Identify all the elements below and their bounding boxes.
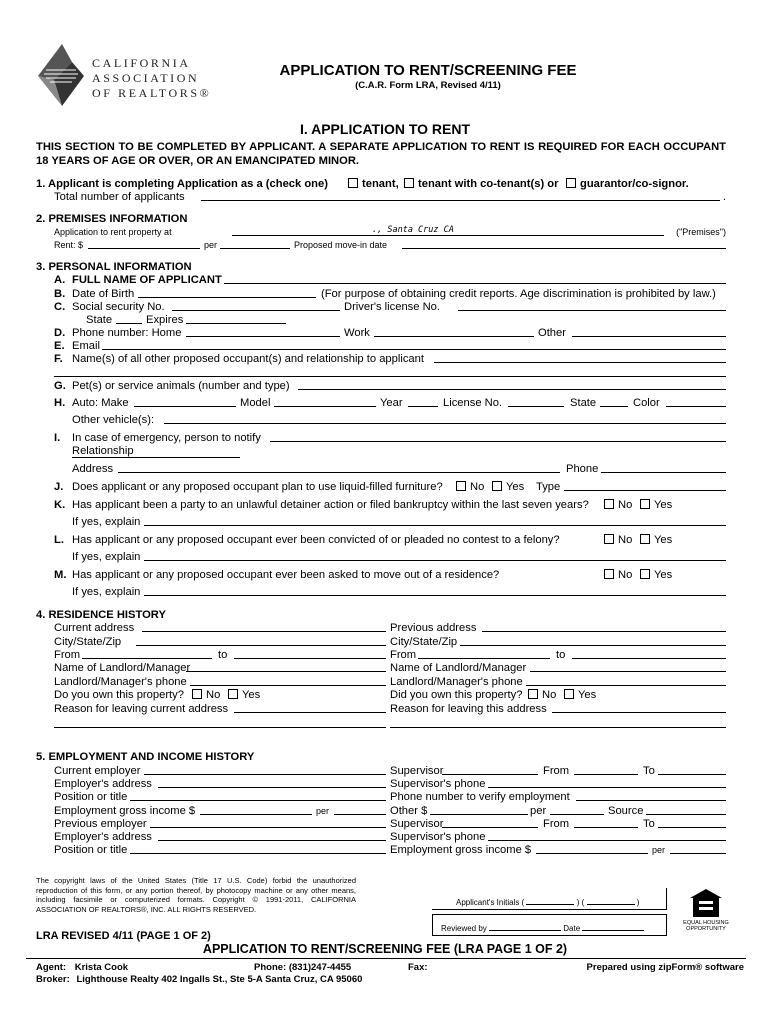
auto-license-label: License No. [443, 397, 503, 409]
emp-prev-supervisor-phone-field[interactable] [488, 831, 726, 841]
auto-make-label: Auto: Make [72, 397, 129, 409]
res-current-phone-field[interactable] [190, 676, 386, 686]
emp-position-field[interactable] [130, 791, 386, 801]
res-current-own-yes-checkbox[interactable] [228, 689, 238, 699]
felony-explain-label: If yes, explain [72, 551, 141, 563]
dob-field[interactable] [138, 288, 316, 298]
initials-mid: ) ( [576, 898, 585, 907]
emp-other-per-label: per [530, 805, 547, 817]
detainer-explain-label: If yes, explain [72, 516, 141, 528]
agent-name: Krista Cook [74, 962, 129, 973]
ssn-label: Social security No. [72, 301, 165, 313]
felony-no-checkbox[interactable] [604, 534, 614, 544]
furniture-no-checkbox[interactable] [456, 481, 466, 491]
emp-prev-to-field[interactable] [658, 818, 726, 828]
emp-prev-supervisor-phone-label: Supervisor's phone [390, 831, 486, 843]
res-current-to-label: to [218, 649, 228, 661]
emp-current-label: Current employer [54, 765, 141, 777]
emp-address-label: Employer's address [54, 778, 152, 790]
res-prev-phone-label: Landlord/Manager's phone [390, 676, 523, 688]
res-current-own-label: Do you own this property? [54, 689, 184, 701]
res-prev-to-field[interactable] [572, 649, 726, 659]
logo-line-2: ASSOCIATION [92, 71, 200, 85]
e-letter: E. [54, 340, 65, 352]
emergency-phone-label: Phone [566, 463, 599, 475]
initials-end: ) [636, 898, 640, 907]
auto-year-field[interactable] [408, 397, 438, 407]
initials-field-2[interactable] [587, 896, 635, 905]
emp-verify-field[interactable] [576, 791, 726, 801]
dl-expires-label: Expires [146, 314, 184, 326]
res-current-reason-field[interactable] [234, 703, 386, 713]
res-prev-phone-field[interactable] [526, 676, 726, 686]
dob-label: Date of Birth [72, 288, 135, 300]
furniture-type-label: Type [536, 481, 561, 493]
email-field[interactable] [102, 340, 726, 350]
res-prev-address-label: Previous address [390, 622, 477, 634]
occupants-field-2[interactable] [54, 367, 726, 377]
g-letter: G. [54, 380, 66, 392]
res-prev-landlord-field[interactable] [530, 662, 726, 672]
logo-line-1: CALIFORNIA [92, 56, 191, 70]
emp-prev-income-label: Employment gross income $ [390, 844, 532, 856]
res-prev-to-label: to [556, 649, 566, 661]
application-body: 1. Applicant is completing Application as a (check one) tenant, tenant with co-tenant(s) or guarantor/co-signor. Total number of applicants . 2. PREMISES INFORMATION Application to rent property at ., Santa Cruz CA ("Premises") Rent: $ per Proposed move-in date 3. PERSONAL INFORMATION A. FULL NAME OF APPLICANT B. Date of Birth (For purpose of obtaining credit reports. Age discrimination is prohibited by law.) C. Social security No. Driver's license No. State Expires D. Phone number: Home Work Other E. Email F. Name(s) of all other proposed occupant(s) and relationship to applicant G. Pet(s) or service animals (number and type) H. Auto: Make Model Year License No. State Color Other vehicle(s): I. In case of emergency, person to notify Relationship Address Phone J. Does applicant or any proposed occupant plan to use liquid-filled furniture? No Yes Type K. Has applicant been a party to an unlawful detainer action or filed bankruptcy within the last seven years? No Yes If yes, explain L. Has applicant or any proposed occupant ever been convicted of or pleaded no contest to a felony? No Yes If yes, explain M. Has applicant or any proposed occupant ever been asked to move out of a residence? No Yes If yes, explain 4. RESIDENCE HISTORY Current address Previous address City/State/Zip City/State/Zip From to From to Name of Landlord/Manager Name of Landlord/Manager Landlord/Manager's phone Landlord/Manager's phone Do you own this property? No Yes Did you own this property? No Yes Reason for leaving current address Reason for leaving this address 5. EMPLOYMENT AND INCOME HISTORY Current employer Supervisor From To Employer's address Supervisor's phone Position or title Phone number to verify employment Employment gross income $ per Other $ per Source Previous employer Supervisor From To Employer's address Supervisor's phone Position or title Employment gross income $ per [36, 178, 726, 856]
emp-prev-from-label: From [543, 818, 570, 830]
emp-income-field[interactable] [200, 805, 312, 815]
moveout-no-label: No [618, 569, 633, 581]
emp-from-label: From [543, 765, 570, 777]
res-current-landlord-label: Name of Landlord/Manager [54, 662, 191, 674]
dl-expires-field[interactable] [186, 314, 286, 324]
emp-supervisor-label: Supervisor [390, 765, 444, 777]
emp-source-label: Source [608, 805, 644, 817]
emp-income-per-field[interactable] [334, 805, 386, 815]
res-current-from-field[interactable] [82, 649, 212, 659]
work-phone-field[interactable] [374, 327, 534, 337]
other-vehicles-label: Other vehicle(s): [72, 414, 155, 426]
furniture-yes-checkbox[interactable] [492, 481, 502, 491]
a-letter: A. [54, 274, 66, 286]
res-prev-from-field[interactable] [418, 649, 550, 659]
emergency-phone-field[interactable] [601, 463, 726, 473]
res-prev-reason-label: Reason for leaving this address [390, 703, 547, 715]
emp-prev-address-label: Employer's address [54, 831, 152, 843]
f-letter: F. [54, 353, 63, 365]
eho-line-1: EQUAL HOUSING [683, 920, 729, 926]
b-letter: B. [54, 288, 66, 300]
auto-color-label: Color [633, 397, 660, 409]
auto-make-field[interactable] [134, 397, 236, 407]
emergency-field[interactable] [270, 432, 726, 442]
emp-supervisor-phone-field[interactable] [488, 778, 726, 788]
dl-label: Driver's license No. [344, 301, 441, 313]
furniture-no-label: No [470, 481, 485, 493]
tenant-checkbox[interactable] [348, 178, 358, 188]
reviewed-by-field[interactable] [489, 922, 561, 931]
ssn-field[interactable] [172, 301, 340, 311]
movein-label: Proposed move-in date [294, 240, 388, 250]
felony-no-label: No [618, 534, 633, 546]
emp-previous-label: Previous employer [54, 818, 147, 830]
detainer-yes-label: Yes [654, 499, 673, 511]
phone-label: Phone: [254, 962, 287, 973]
res-prev-own-no-label: No [542, 689, 557, 701]
l-letter: L. [54, 534, 64, 546]
emp-position-label: Position or title [54, 791, 128, 803]
detainer-yes-checkbox[interactable] [640, 499, 650, 509]
dob-note: (For purpose of obtaining credit reports. Age discrimination is prohibited by law.) [321, 288, 716, 300]
emergency-label: In case of emergency, person to notify [72, 432, 261, 444]
res-current-own-no-label: No [206, 689, 221, 701]
felony-label: Has applicant or any proposed occupant ever been convicted of or pleaded no contest to a felony? [72, 534, 560, 546]
co-tenant-checkbox[interactable] [404, 178, 414, 188]
moveout-explain-field[interactable] [144, 586, 726, 596]
other-vehicles-field[interactable] [164, 414, 726, 424]
equal-housing-icon [689, 888, 723, 918]
res-prev-address-field[interactable] [482, 622, 726, 632]
emp-other-field[interactable] [430, 805, 528, 815]
res-current-reason-field-2[interactable] [54, 718, 386, 728]
moveout-yes-checkbox[interactable] [640, 569, 650, 579]
employment-title: 5. EMPLOYMENT AND INCOME HISTORY [36, 751, 255, 763]
review-date-field[interactable] [582, 922, 644, 931]
c-letter: C. [54, 301, 66, 313]
initials-label: Applicant's Initials ( [456, 898, 525, 907]
furniture-label: Does applicant or any proposed occupant plan to use liquid-filled furniture? [72, 481, 443, 493]
occupants-field[interactable] [434, 353, 726, 363]
res-prev-city-field[interactable] [460, 636, 726, 646]
movein-field[interactable] [402, 239, 726, 249]
broker-label: Broker: [36, 974, 70, 985]
premises-value: ., Santa Cruz CA [372, 225, 454, 235]
res-prev-reason-field-2[interactable] [390, 718, 726, 728]
res-prev-own-yes-label: Yes [578, 689, 597, 701]
res-prev-reason-field[interactable] [552, 703, 726, 713]
other-phone-label: Other [538, 327, 566, 339]
emp-prev-to-label: To [643, 818, 655, 830]
form-title: APPLICATION TO RENT/SCREENING FEE [279, 62, 577, 79]
work-phone-label: Work [344, 327, 370, 339]
emergency-address-field[interactable] [118, 463, 560, 473]
h-letter: H. [54, 397, 66, 409]
auto-state-field[interactable] [600, 397, 628, 407]
section-title: I. APPLICATION TO RENT [299, 121, 471, 137]
moveout-yes-label: Yes [654, 569, 673, 581]
res-current-city-field[interactable] [136, 636, 386, 646]
res-prev-from-label: From [390, 649, 417, 661]
emp-prev-income-per-label: per [652, 845, 666, 855]
auto-state-label: State [570, 397, 597, 409]
emp-prev-income-per-field[interactable] [670, 844, 726, 854]
res-current-reason-label: Reason for leaving current address [54, 703, 229, 715]
copyright-notice: The copyright laws of the United States (Title 17 U.S. Code) forbid the unauthorized reproduction of this form, or any portion thereof, by photocopy machine or any other means, including facsimile or computerized formats. Copyright © 1991-2011, CALIFORNIA ASSOCIATION OF REALTORS®, INC. ALL RIGHTS RESERVED. [36, 876, 356, 914]
email-label: Email [72, 340, 100, 352]
zipform-credit: Prepared using zipForm® software [586, 962, 744, 973]
other-phone-field[interactable] [572, 327, 726, 337]
section-intro: THIS SECTION TO BE COMPLETED BY APPLICANT. A SEPARATE APPLICATION TO RENT IS REQUIRED FOR EACH OCCUPANT 18 YEARS OF AGE OR OVER, OR AN EMANCIPATED MINOR. [36, 141, 726, 167]
initials-field-1[interactable] [526, 896, 574, 905]
relationship-field[interactable] [72, 448, 240, 458]
agent-label: Agent: [36, 962, 67, 973]
full-name-field[interactable] [224, 274, 726, 284]
emp-prev-supervisor-label: Supervisor [390, 818, 444, 830]
emp-prev-supervisor-field[interactable] [442, 818, 538, 828]
auto-color-field[interactable] [666, 397, 726, 407]
equal-housing-logo [680, 888, 732, 932]
relationship-label: Relationship [72, 445, 134, 457]
detainer-explain-field[interactable] [144, 516, 726, 526]
agent-phone: (831)247-4455 [288, 962, 352, 973]
res-prev-landlord-label: Name of Landlord/Manager [390, 662, 527, 674]
dl-field[interactable] [458, 301, 726, 311]
res-prev-city-label: City/State/Zip [390, 636, 458, 648]
detainer-label: Has applicant been a party to an unlawful detainer action or filed bankruptcy within the last seven years? [72, 499, 589, 511]
tenant-label: tenant, [362, 178, 399, 190]
emp-income-label: Employment gross income $ [54, 805, 196, 817]
rent-per-field[interactable] [220, 239, 290, 249]
pets-label: Pet(s) or service animals (number and type) [72, 380, 290, 392]
eho-line-2: OPPORTUNITY [686, 926, 726, 932]
res-current-own-no-checkbox[interactable] [192, 689, 202, 699]
emp-supervisor-field[interactable] [442, 765, 538, 775]
occupants-label: Name(s) of all other proposed occupant(s) and relationship to applicant [72, 353, 424, 365]
dl-state-label: State [86, 314, 113, 326]
revision-label: LRA REVISED 4/11 (PAGE 1 OF 2) [36, 930, 211, 942]
emp-prev-address-field[interactable] [158, 831, 386, 841]
emp-prev-position-label: Position or title [54, 844, 128, 856]
felony-yes-label: Yes [654, 534, 673, 546]
q2-title: 2. PREMISES INFORMATION [36, 213, 188, 225]
co-tenant-label: tenant with co-tenant(s) or [418, 178, 559, 190]
res-current-own-yes-label: Yes [242, 689, 261, 701]
auto-license-field[interactable] [508, 397, 564, 407]
premises-suffix: ("Premises") [676, 227, 726, 237]
furniture-yes-label: Yes [506, 481, 525, 493]
guarantor-checkbox[interactable] [566, 178, 576, 188]
emp-previous-field[interactable] [150, 818, 386, 828]
res-current-phone-label: Landlord/Manager's phone [54, 676, 187, 688]
emp-to-field[interactable] [658, 765, 726, 775]
emp-other-label: Other $ [390, 805, 428, 817]
agent-bar [26, 958, 746, 986]
j-letter: J. [54, 481, 64, 493]
auto-model-field[interactable] [274, 397, 376, 407]
total-applicants-label: Total number of applicants [54, 191, 185, 203]
auto-model-label: Model [240, 397, 271, 409]
logo-line-3: OF REALTORS® [92, 86, 212, 100]
emp-to-label: To [643, 765, 655, 777]
i-letter: I. [54, 432, 61, 444]
emp-other-per-field[interactable] [550, 805, 604, 815]
reviewed-by-label: Reviewed by [441, 924, 487, 933]
moveout-no-checkbox[interactable] [604, 569, 614, 579]
res-prev-own-label: Did you own this property? [390, 689, 523, 701]
premises-label: Application to rent property at [54, 227, 172, 237]
felony-explain-field[interactable] [144, 551, 726, 561]
res-current-address-label: Current address [54, 622, 135, 634]
res-current-address-field[interactable] [142, 622, 386, 632]
d-letter: D. [54, 327, 66, 339]
felony-yes-checkbox[interactable] [640, 534, 650, 544]
res-prev-own-no-checkbox[interactable] [528, 689, 538, 699]
residence-title: 4. RESIDENCE HISTORY [36, 609, 166, 621]
res-current-to-field[interactable] [234, 649, 386, 659]
emp-income-per-label: per [316, 806, 330, 816]
emp-address-field[interactable] [158, 778, 386, 788]
form-subtitle: (C.A.R. Form LRA, Revised 4/11) [355, 80, 501, 91]
emp-from-field[interactable] [574, 765, 638, 775]
total-applicants-field[interactable] [201, 191, 720, 201]
dl-state-field[interactable] [116, 314, 142, 324]
home-phone-field[interactable] [186, 327, 340, 337]
emp-verify-label: Phone number to verify employment [390, 791, 570, 803]
emp-prev-from-field[interactable] [574, 818, 638, 828]
full-name-label: FULL NAME OF APPLICANT [72, 274, 222, 286]
page-footer-title: APPLICATION TO RENT/SCREENING FEE (LRA PAGE 1 OF 2) [202, 942, 568, 956]
emp-supervisor-phone-label: Supervisor's phone [390, 778, 486, 790]
emp-source-field[interactable] [646, 805, 726, 815]
fax-label: Fax: [408, 962, 428, 973]
q3-title: 3. PERSONAL INFORMATION [36, 261, 192, 273]
res-current-from-label: From [54, 649, 81, 661]
emp-prev-position-field[interactable] [130, 844, 386, 854]
moveout-label: Has applicant or any proposed occupant ever been asked to move out of a residence? [72, 569, 500, 581]
home-phone-label: Phone number: Home [72, 327, 182, 339]
rent-per-label: per [204, 240, 218, 250]
rent-field[interactable] [88, 239, 200, 249]
emergency-address-label: Address [72, 463, 114, 475]
emp-prev-income-field[interactable] [536, 844, 648, 854]
furniture-type-field[interactable] [564, 481, 726, 491]
k-letter: K. [54, 499, 66, 511]
review-date-label: Date [563, 924, 581, 933]
res-current-city-label: City/State/Zip [54, 636, 122, 648]
detainer-no-label: No [618, 499, 633, 511]
m-letter: M. [54, 569, 67, 581]
res-prev-own-yes-checkbox[interactable] [564, 689, 574, 699]
auto-year-label: Year [380, 397, 403, 409]
emp-current-field[interactable] [144, 765, 386, 775]
pets-field[interactable] [298, 380, 726, 390]
rent-label: Rent: $ [54, 240, 84, 250]
guarantor-label: guarantor/co-signor. [580, 178, 689, 190]
res-current-landlord-field[interactable] [186, 662, 386, 672]
detainer-no-checkbox[interactable] [604, 499, 614, 509]
moveout-explain-label: If yes, explain [72, 586, 141, 598]
q1-label: 1. Applicant is completing Application as a (check one) [36, 178, 328, 190]
broker-info: Lighthouse Realty 402 Ingalls St., Ste 5-A Santa Cruz, CA 95060 [76, 974, 363, 985]
